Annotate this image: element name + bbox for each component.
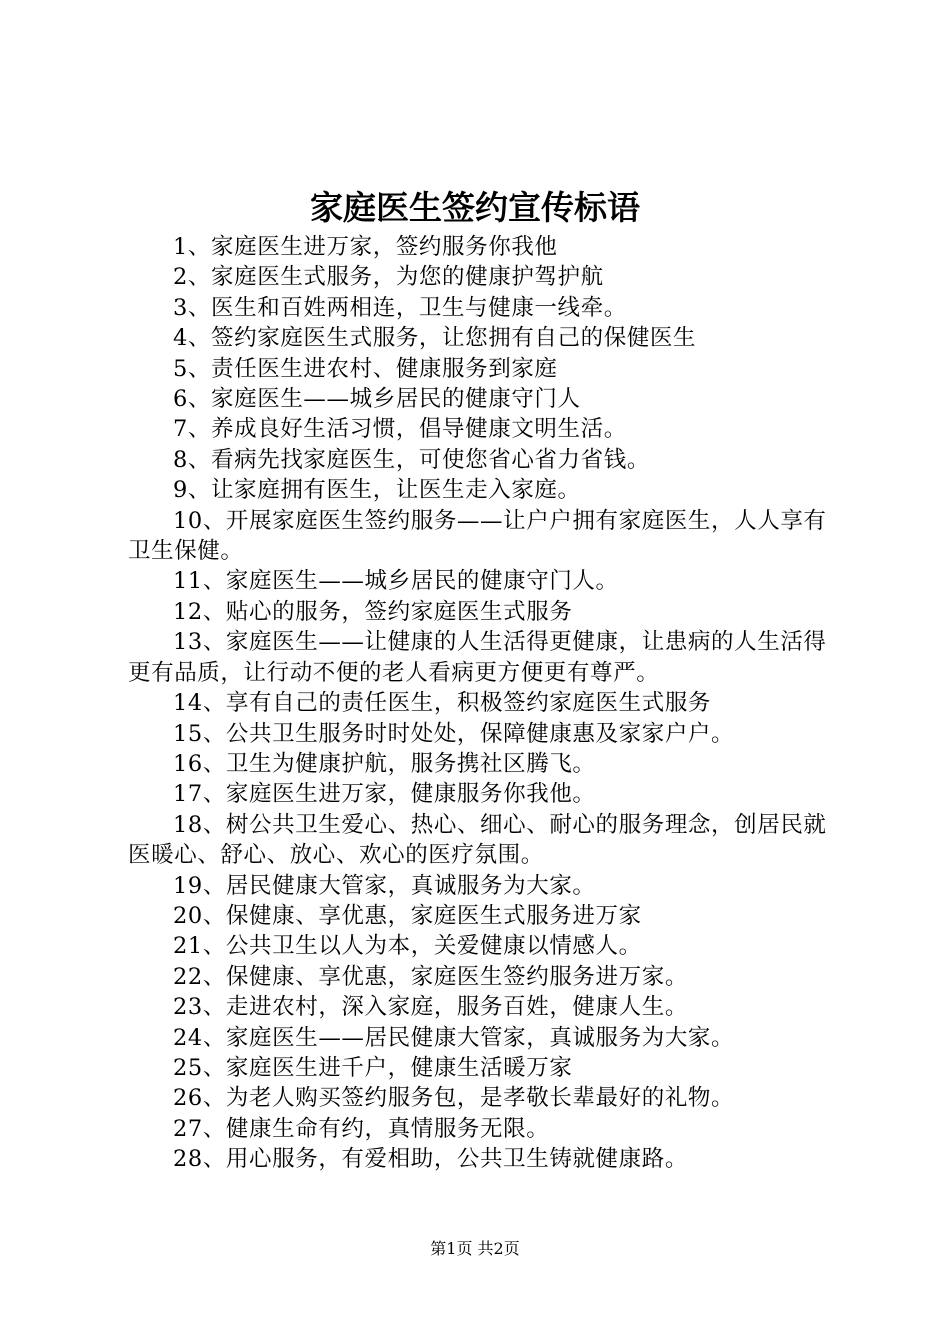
document-title: 家庭医生签约宣传标语 bbox=[310, 188, 640, 227]
slogan-item: 22、保健康、享优惠，家庭医生签约服务进万家。 bbox=[173, 963, 688, 990]
slogan-item: 28、用心服务，有爱相助，公共卫生铸就健康路。 bbox=[173, 1146, 688, 1173]
slogan-item: 9、让家庭拥有医生，让医生走入家庭。 bbox=[173, 477, 581, 504]
slogan-item: 13、家庭医生——让健康的人生活得更健康，让患病的人生活得更有品质，让行动不便的老人看病更方便更有尊严。 bbox=[128, 629, 827, 686]
slogan-list bbox=[128, 232, 840, 1175]
slogan-item: 16、卫生为健康护航，服务携社区腾飞。 bbox=[173, 750, 596, 777]
slogan-item: 11、家庭医生——城乡居民的健康守门人。 bbox=[173, 568, 619, 595]
slogan-item: 20、保健康、享优惠，家庭医生式服务进万家 bbox=[173, 902, 642, 929]
slogan-item: 21、公共卫生以人为本，关爱健康以情感人。 bbox=[173, 933, 642, 960]
slogan-item: 5、责任医生进农村、健康服务到家庭 bbox=[173, 355, 558, 382]
slogan-item: 23、走进农村，深入家庭，服务百姓，健康人生。 bbox=[173, 994, 688, 1021]
slogan-item: 15、公共卫生服务时时处处，保障健康惠及家家户户。 bbox=[173, 720, 735, 747]
slogan-item: 3、医生和百姓两相连，卫生与健康一线牵。 bbox=[173, 294, 627, 321]
slogan-item: 7、养成良好生活习惯，倡导健康文明生活。 bbox=[173, 416, 627, 443]
slogan-item: 26、为老人购买签约服务包，是孝敬长辈最好的礼物。 bbox=[173, 1085, 735, 1112]
slogan-item: 27、健康生命有约，真情服务无限。 bbox=[173, 1115, 550, 1142]
slogan-item: 19、居民健康大管家，真诚服务为大家。 bbox=[173, 872, 596, 899]
slogan-item: 4、签约家庭医生式服务，让您拥有自己的保健医生 bbox=[173, 325, 697, 352]
slogan-item: 2、家庭医生式服务，为您的健康护驾护航 bbox=[173, 264, 604, 291]
slogan-item: 25、家庭医生进千户，健康生活暖万家 bbox=[173, 1054, 573, 1081]
slogan-item: 1、家庭医生进万家，签约服务你我他 bbox=[173, 234, 558, 260]
slogan-item: 17、家庭医生进万家，健康服务你我他。 bbox=[173, 781, 596, 808]
slogan-item: 6、家庭医生——城乡居民的健康守门人 bbox=[173, 386, 581, 413]
page-footer: 第1页 共2页 bbox=[430, 1239, 520, 1258]
slogan-item: 10、开展家庭医生签约服务——让户户拥有家庭医生，人人享有卫生保健。 bbox=[128, 507, 827, 565]
slogan-item: 14、享有自己的责任医生，积极签约家庭医生式服务 bbox=[173, 690, 712, 717]
slogan-item: 24、家庭医生——居民健康大管家，真诚服务为大家。 bbox=[173, 1024, 735, 1051]
slogan-item: 18、树公共卫生爱心、热心、细心、耐心的服务理念，创居民就医暖心、舒心、放心、欢心的医疗氛围。 bbox=[128, 811, 827, 869]
slogan-item: 12、贴心的服务，签约家庭医生式服务 bbox=[173, 598, 573, 625]
slogan-item: 8、看病先找家庭医生，可使您省心省力省钱。 bbox=[173, 446, 650, 473]
